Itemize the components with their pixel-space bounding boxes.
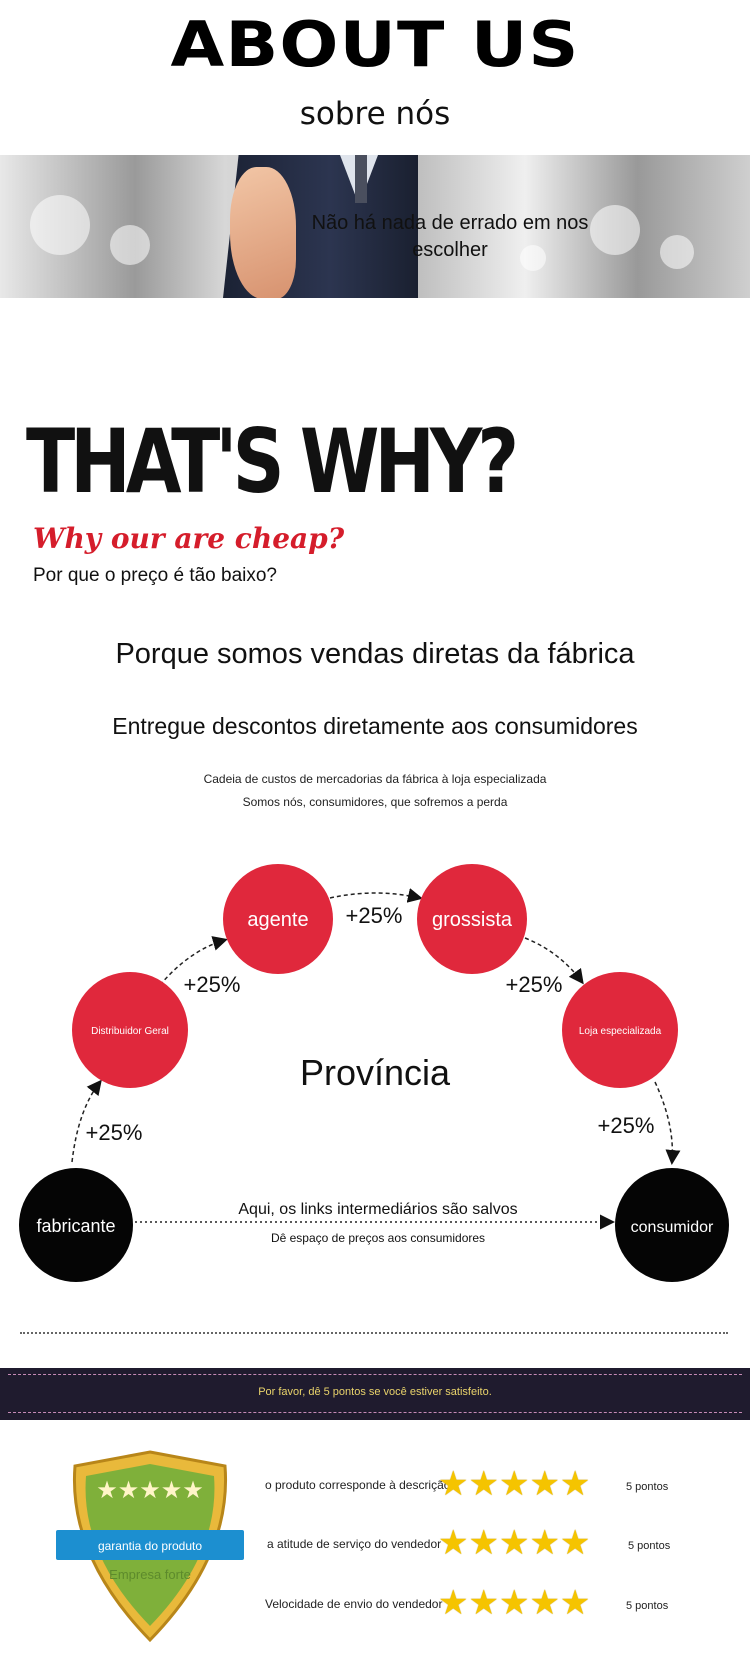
badge-label: Empresa forte: [109, 1567, 191, 1582]
supply-chain-diagram: [0, 840, 750, 1300]
direct-title: Aqui, os links intermediários são salvos: [238, 1201, 518, 1218]
cost-chain-note: Cadeia de custos de mercadorias da fábrica à loja especializada: [203, 772, 547, 786]
rating-request-bar: [0, 1368, 750, 1420]
label-agente: agente: [247, 909, 309, 931]
why-cheap-question: Por que o preço é tão baixo?: [33, 565, 278, 586]
about-title: ABOUT US: [170, 8, 580, 81]
label-provincia: Província: [299, 1052, 451, 1093]
markup-5: +25%: [597, 1113, 655, 1138]
label-distribuidor: Distribuidor Geral: [91, 1026, 169, 1037]
thats-why-title: THAT'S WHY?: [26, 410, 515, 513]
rating-points: 5 pontos: [626, 1481, 669, 1493]
dotted-divider: [20, 1332, 728, 1334]
handshake-banner: [0, 155, 750, 298]
markup-4: +25%: [505, 972, 563, 997]
about-subtitle: sobre nós: [299, 96, 451, 132]
badge-ribbon-text: garantia do produto: [97, 1539, 203, 1553]
rating-points: 5 pontos: [628, 1540, 671, 1552]
star-rating-icon: ★★★★★: [438, 1524, 591, 1562]
open-hand-image: [230, 167, 296, 298]
reason-discounts: Entregue descontos diretamente aos consumidores: [112, 713, 638, 739]
badge-stars-icon: ★★★★★: [96, 1476, 204, 1504]
rating-points: 5 pontos: [626, 1600, 669, 1612]
label-consumidor: consumidor: [630, 1219, 714, 1236]
markup-1: +25%: [85, 1120, 143, 1145]
rating-label: a atitude de serviço do vendedor: [267, 1537, 442, 1551]
banner-text: Não há nada de errado em nos escolher: [311, 212, 589, 261]
guarantee-badge: [50, 1446, 250, 1646]
star-rating-icon: ★★★★★: [438, 1465, 591, 1503]
rating-label: o produto corresponde à descrição: [265, 1478, 451, 1492]
star-rating-icon: ★★★★★: [438, 1584, 591, 1622]
rating-label: Velocidade de envio do vendedor: [265, 1597, 443, 1611]
label-loja: Loja especializada: [578, 1026, 662, 1037]
markup-3: +25%: [345, 903, 403, 928]
reason-direct-sales: Porque somos vendas diretas da fábrica: [115, 638, 635, 670]
direct-subtitle: Dê espaço de preços aos consumidores: [270, 1231, 486, 1245]
label-fabricante: fabricante: [36, 1216, 116, 1236]
label-grossista: grossista: [431, 909, 513, 931]
arrow-agente-grossista: [330, 893, 420, 898]
arrow-loja-consumidor: [655, 1082, 672, 1162]
why-cheap-subtitle: Why our are cheap?: [33, 522, 345, 555]
markup-2: +25%: [183, 972, 241, 997]
rating-request-text: Por favor, dê 5 pontos se você estiver satisfeito.: [258, 1386, 492, 1398]
tie-image: [355, 155, 367, 203]
consumer-loss-note: Somos nós, consumidores, que sofremos a perda: [242, 795, 508, 809]
